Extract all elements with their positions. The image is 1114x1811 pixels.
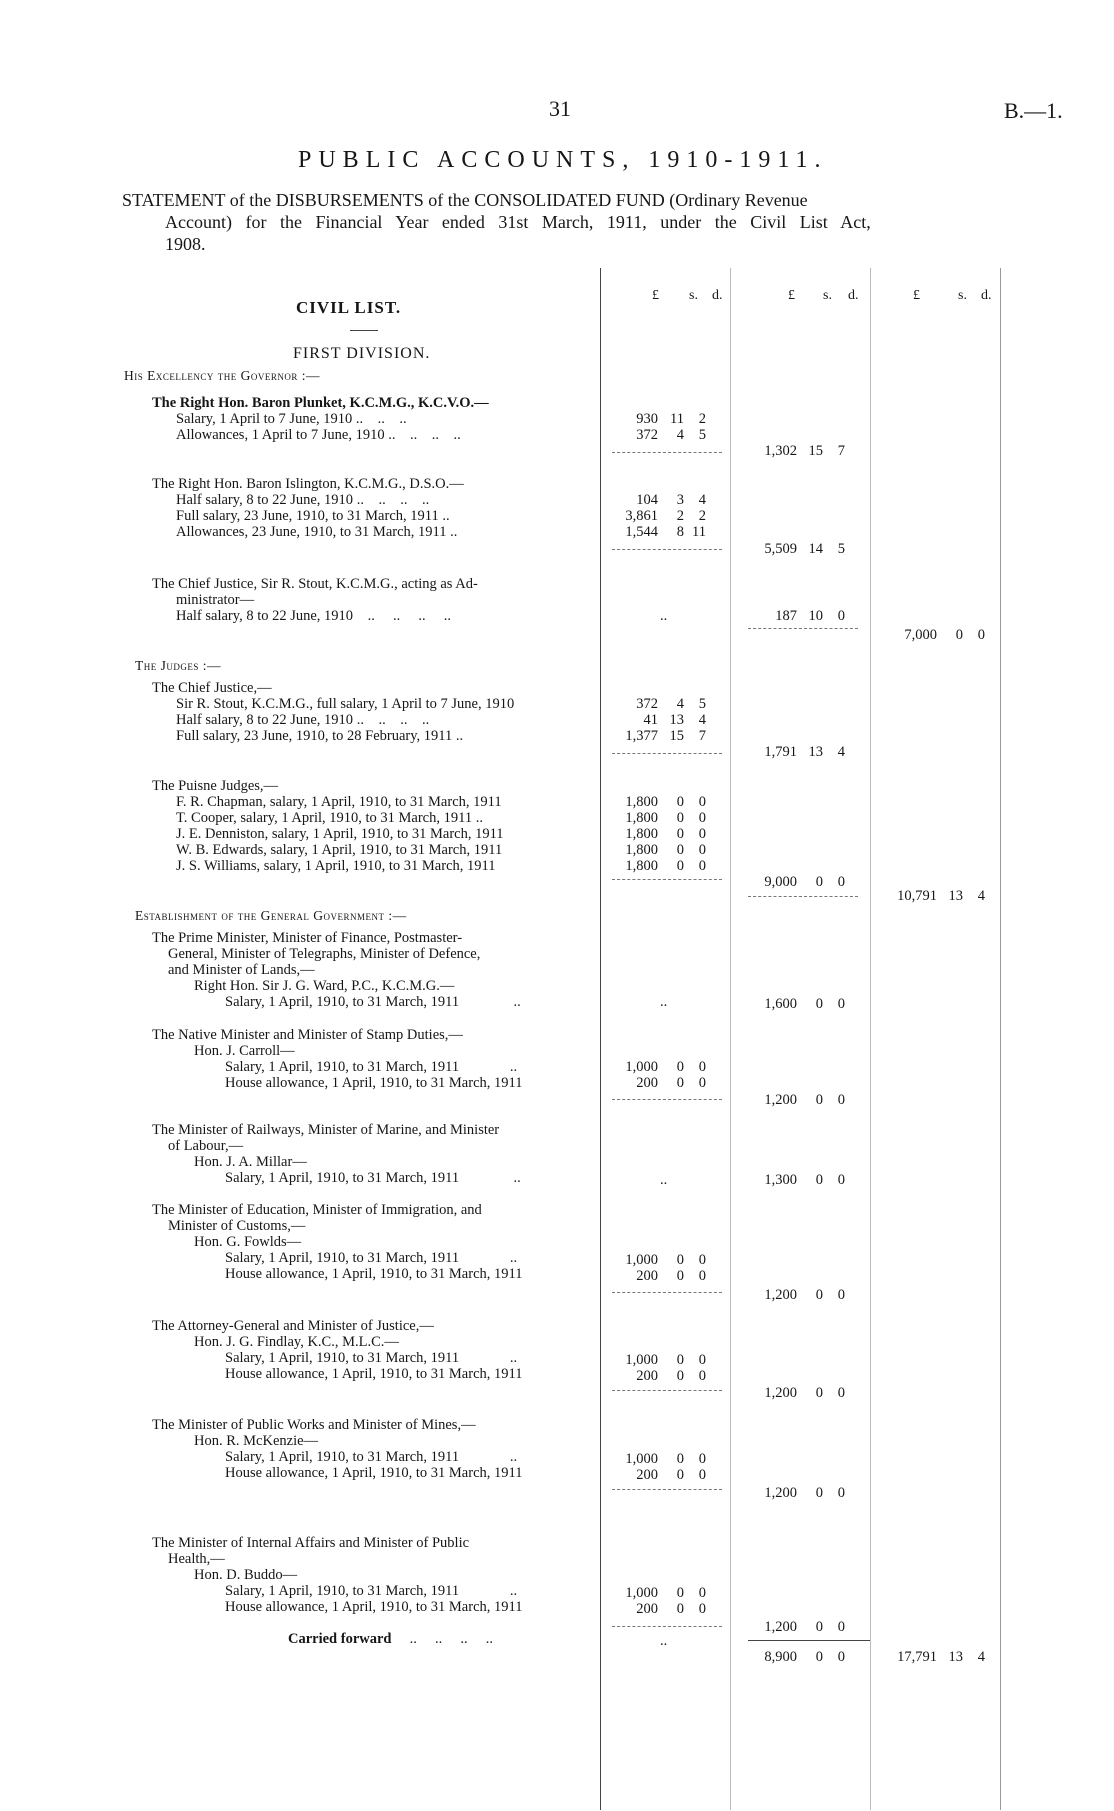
carried-forward-col2: 8,900 0 0 [764,1649,845,1665]
puisne-item-4: W. B. Edwards, salary, 1 April, 1910, to 31 March, 1911 [176,842,503,858]
attorney-holder: Hon. J. G. Findlay, K.C., M.L.C.— [194,1334,399,1350]
division-heading: FIRST DIVISION. [293,345,431,362]
islington-total: 5,509 14 5 [764,541,845,557]
chief-item-3: Full salary, 23 June, 1910, to 28 February, 1911 .. [176,728,464,744]
col1-pence-header: d. [712,288,723,303]
chief-item-1-amount: 372 4 5 [636,696,706,712]
col3-pound-header: £ [913,288,920,303]
puisne-item-3-amount: 1,800 0 0 [625,826,706,842]
native-total: 1,200 0 0 [764,1092,845,1108]
works-line-1: The Minister of Public Works and Minister of Mines,— [152,1417,476,1433]
premier-line-3: and Minister of Lands,— [168,962,315,978]
works-rule [612,1489,722,1490]
islington-item-1-amount: 104 3 4 [636,492,706,508]
islington-rule [612,549,722,550]
native-item-2: House allowance, 1 April, 1910, to 31 March, 1911 [225,1075,523,1091]
islington-item-3: Allowances, 23 June, 1910, to 31 March, 1911 .. [176,524,458,540]
plunket-item-1-amount: 930 11 2 [636,411,706,427]
education-item-2: House allowance, 1 April, 1910, to 31 March, 1911 [225,1266,523,1282]
internal-rule [612,1626,722,1627]
stout-dots: .. [660,608,668,624]
col2-pound-header: £ [788,288,795,303]
works-item-2: House allowance, 1 April, 1910, to 31 March, 1911 [225,1465,523,1481]
puisne-item-2: T. Cooper, salary, 1 April, 1910, to 31 March, 1911 .. [176,810,483,826]
native-line-1: The Native Minister and Minister of Stamp Duties,— [152,1027,463,1043]
puisne-item-1-amount: 1,800 0 0 [625,794,706,810]
native-item-2-amount: 200 0 0 [636,1075,706,1091]
education-rule [612,1292,722,1293]
statement-line-2: Account) for the Financial Year ended 31st March, 1911, under the Civil List Act, [165,212,871,232]
plunket-item-1: Salary, 1 April to 7 June, 1910 .. .. .. [176,411,407,427]
attorney-item-1-amount: 1,000 0 0 [625,1352,706,1368]
page-title: PUBLIC ACCOUNTS, 1910-1911. [298,147,828,173]
plunket-name: The Right Hon. Baron Plunket, K.C.M.G., K.C.V.O.— [152,395,489,411]
islington-item-2-amount: 3,861 2 2 [625,508,706,524]
column-rule-2 [730,268,731,1810]
col3-shilling-header: s. [958,288,967,303]
col2-pence-header: d. [848,288,859,303]
premier-dots: .. [660,994,668,1010]
puisne-item-5-amount: 1,800 0 0 [625,858,706,874]
native-holder: Hon. J. Carroll— [194,1043,295,1059]
education-line-2: Minister of Customs,— [168,1218,306,1234]
railways-line-2: of Labour,— [168,1138,244,1154]
attorney-total: 1,200 0 0 [764,1385,845,1401]
railways-line-1: The Minister of Railways, Minister of Marine, and Minister [152,1122,500,1138]
puisne-item-2-amount: 1,800 0 0 [625,810,706,826]
education-item-2-amount: 200 0 0 [636,1268,706,1284]
premier-line-1: The Prime Minister, Minister of Finance, Postmaster- [152,930,463,946]
statement-line-3: 1908. [165,234,206,254]
governor-division-total: 7,000 0 0 [904,627,985,643]
chief-total: 1,791 13 4 [764,744,845,760]
plunket-rule [612,452,722,453]
works-item-1: Salary, 1 April, 1910, to 31 March, 1911 .. [225,1449,518,1465]
islington-item-2: Full salary, 23 June, 1910, to 31 March, 1911 .. [176,508,450,524]
internal-item-2: House allowance, 1 April, 1910, to 31 March, 1911 [225,1599,523,1615]
works-item-1-amount: 1,000 0 0 [625,1451,706,1467]
governor-rule [748,628,858,629]
attorney-item-2: House allowance, 1 April, 1910, to 31 March, 1911 [225,1366,523,1382]
judges-section: The Judges :— [135,658,221,673]
statement-line-1: STATEMENT of the DISBURSEMENTS of the CONSOLIDATED FUND (Ordinary Revenue [122,190,808,210]
plunket-item-2: Allowances, 1 April to 7 June, 1910 .. .. .. .. [176,427,461,443]
native-rule [612,1099,722,1100]
judges-rule [748,896,858,897]
col2-shilling-header: s. [823,288,832,303]
column-rule-4 [1000,268,1001,1810]
premier-item: Salary, 1 April, 1910, to 31 March, 1911 .. [225,994,521,1010]
document-reference: B.—1. [1004,98,1063,123]
education-item-1: Salary, 1 April, 1910, to 31 March, 1911 .. [225,1250,518,1266]
col3-pence-header: d. [981,288,992,303]
carried-rule-col2 [748,1640,870,1641]
plunket-total: 1,302 15 7 [764,443,845,459]
puisne-name: The Puisne Judges,— [152,778,279,794]
premier-total: 1,600 0 0 [764,996,845,1012]
internal-holder: Hon. D. Buddo— [194,1567,298,1583]
education-line-1: The Minister of Education, Minister of Immigration, and [152,1202,482,1218]
puisne-item-3: J. E. Denniston, salary, 1 April, 1910, to 31 March, 1911 [176,826,504,842]
islington-item-3-amount: 1,544 8 11 [625,524,706,540]
attorney-line-1: The Attorney-General and Minister of Justice,— [152,1318,434,1334]
carried-dots: .. [660,1633,668,1649]
governor-section: His Excellency the Governor :— [124,368,320,383]
internal-item-2-amount: 200 0 0 [636,1601,706,1617]
works-holder: Hon. R. McKenzie— [194,1433,319,1449]
attorney-item-2-amount: 200 0 0 [636,1368,706,1384]
education-holder: Hon. G. Fowlds— [194,1234,302,1250]
carried-forward-col3: 17,791 13 4 [897,1649,985,1665]
works-total: 1,200 0 0 [764,1485,845,1501]
puisne-rule [612,879,722,880]
chief-item-1: Sir R. Stout, K.C.M.G., full salary, 1 April to 7 June, 1910 [176,696,515,712]
heading-rule [350,330,378,331]
islington-name: The Right Hon. Baron Islington, K.C.M.G., D.S.O.— [152,476,464,492]
railways-total: 1,300 0 0 [764,1172,845,1188]
islington-item-1: Half salary, 8 to 22 June, 1910 .. .. .. .. [176,492,430,508]
native-item-1-amount: 1,000 0 0 [625,1059,706,1075]
internal-line-2: Health,— [168,1551,225,1567]
internal-item-1: Salary, 1 April, 1910, to 31 March, 1911 .. [225,1583,518,1599]
page-number: 31 [549,96,571,121]
premier-line-2: General, Minister of Telegraphs, Minister of Defence, [168,946,481,962]
chief-justice-name: The Chief Justice,— [152,680,272,696]
attorney-item-1: Salary, 1 April, 1910, to 31 March, 1911 .. [225,1350,518,1366]
plunket-item-2-amount: 372 4 5 [636,427,706,443]
stout-line-2: ministrator— [176,592,255,608]
native-item-1: Salary, 1 April, 1910, to 31 March, 1911 .. [225,1059,518,1075]
carried-forward-label: Carried forward .. .. .. .. [288,1631,493,1647]
stout-total: 187 10 0 [775,608,845,624]
col1-shilling-header: s. [689,288,698,303]
education-item-1-amount: 1,000 0 0 [625,1252,706,1268]
attorney-rule [612,1390,722,1391]
chief-item-2-amount: 41 13 4 [643,712,706,728]
puisne-item-4-amount: 1,800 0 0 [625,842,706,858]
chief-item-2: Half salary, 8 to 22 June, 1910 .. .. .. .. [176,712,430,728]
stout-line-1: The Chief Justice, Sir R. Stout, K.C.M.G., acting as Ad- [152,576,478,592]
internal-line-1: The Minister of Internal Affairs and Minister of Public [152,1535,470,1551]
column-rule-3 [870,268,871,1810]
internal-item-1-amount: 1,000 0 0 [625,1585,706,1601]
railways-item: Salary, 1 April, 1910, to 31 March, 1911 .. [225,1170,521,1186]
col1-pound-header: £ [652,288,659,303]
chief-rule [612,753,722,754]
education-total: 1,200 0 0 [764,1287,845,1303]
puisne-item-1: F. R. Chapman, salary, 1 April, 1910, to 31 March, 1911 [176,794,502,810]
railways-holder: Hon. J. A. Millar— [194,1154,307,1170]
government-section: Establishment of the General Government :— [135,908,407,923]
puisne-total: 9,000 0 0 [764,874,845,890]
civil-list-heading: CIVIL LIST. [296,298,402,317]
chief-item-3-amount: 1,377 15 7 [625,728,706,744]
puisne-item-5: J. S. Williams, salary, 1 April, 1910, to 31 March, 1911 [176,858,496,874]
judges-division-total: 10,791 13 4 [897,888,985,904]
internal-total: 1,200 0 0 [764,1619,845,1635]
works-item-2-amount: 200 0 0 [636,1467,706,1483]
railways-dots: .. [660,1172,668,1188]
premier-holder: Right Hon. Sir J. G. Ward, P.C., K.C.M.G.— [194,978,455,994]
stout-item: Half salary, 8 to 22 June, 1910 .. .. .. .. [176,608,451,624]
